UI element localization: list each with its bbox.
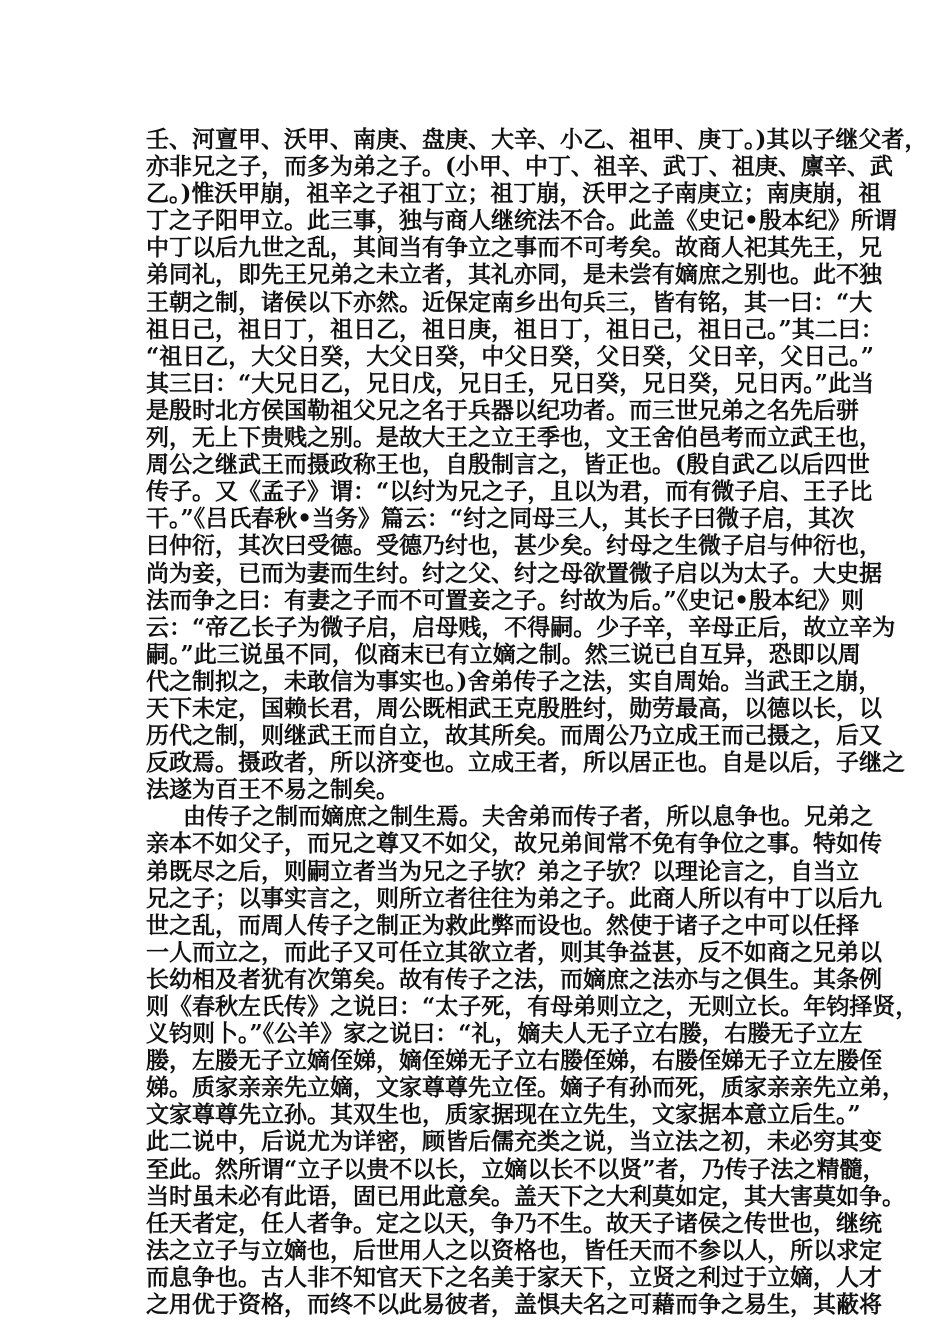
text-line: 中丁以后九世之乱，其间当有争立之事而不可考矣。故商人祀其先王，兄 <box>146 234 882 262</box>
text-line: 法遂为百王不易之制矣。 <box>146 776 399 804</box>
text-line: 世之乱，而周人传子之制正为救此弊而设也。然使于诸子之中可以任择 <box>146 911 859 939</box>
text-line: 娣。质家亲亲先立嫡，文家尊尊先立侄。嫡子有孙而死，质家亲亲先立弟， <box>146 1074 905 1102</box>
text-line: 媵，左媵无子立嫡侄娣，嫡侄娣无子立右媵侄娣，右媵侄娣无子立左媵侄 <box>146 1047 882 1075</box>
text-line: 壬、河亶甲、沃甲、南庚、盘庚、大辛、小乙、祖甲、庚丁。)其以子继父者， <box>146 126 928 153</box>
text-line: 兄之子；以事实言之，则所立者往往为弟之子。此商人所以有中丁以后九 <box>146 884 882 912</box>
paragraph-first-line: 由传子之制而嫡庶之制生焉。夫舍弟而传子者，所以息争也。兄弟之 <box>183 803 873 831</box>
text-line: 弟同礼，即先王兄弟之未立者，其礼亦同，是未尝有嫡庶之别也。此不独 <box>146 261 882 289</box>
text-line: 当时虽未必有此语，固已用此意矣。盖天下之大利莫如定，其大害莫如争。 <box>146 1182 905 1210</box>
text-line: “祖日乙，大父日癸，大父日癸，中父日癸，父日癸，父日辛，父日己。” <box>146 342 874 370</box>
text-line: 代之制拟之，未敢信为事实也。)舍弟传子之法，实自周始。当武王之崩， <box>146 667 882 695</box>
text-line: 反政焉。摄政者，所以济变也。立成王者，所以居正也。自是以后，子继之 <box>146 749 905 777</box>
text-line: 至此。然所谓“立子以贵不以长，立嫡以长不以贤”者，乃传子法之精髓， <box>146 1155 886 1183</box>
text-line: 亦非兄之子，而多为弟之子。(小甲、中丁、祖辛、武丁、祖庚、廪辛、武 <box>146 153 893 181</box>
text-line: 文家尊尊先立孙。其双生也，质家据现在立先生，文家据本意立后生。” <box>146 1101 861 1129</box>
text-line: 周公之继武王而摄政称王也，自殷制言之，皆正也。(殷自武乙以后四世 <box>146 451 870 479</box>
text-line: 乙。)惟沃甲崩，祖辛之子祖丁立；祖丁崩，沃甲之子南庚立；南庚崩，祖 <box>146 180 882 208</box>
text-line: 则《春秋左氏传》之说曰：“太子死，有母弟则立之，无则立长。年钧择贤， <box>146 993 919 1020</box>
text-line: 尚为妾，已而为妻而生纣。纣之父、纣之母欲置微子启以为太子。大史据 <box>146 559 882 587</box>
text-line: 嗣。”此三说虽不同，似商末已有立嫡之制。然三说已自互异，恐即以周 <box>146 640 861 668</box>
text-line: 亲本不如父子，而兄之尊又不如父，故兄弟间常不免有争位之事。特如传 <box>146 830 882 858</box>
text-line: 丁之子阳甲立。此三事，独与商人继统法不合。此盖《史记•殷本纪》所谓 <box>146 207 897 235</box>
text-line: 长幼相及者犹有次第矣。故有传子之法，而嫡庶之法亦与之俱生。其条例 <box>146 965 882 993</box>
text-line: 传子。又《孟子》谓：“以纣为兄之子，且以为君，而有微子启、王子比 <box>146 478 873 506</box>
text-line: 曰仲衍，其次曰受德。受德乃纣也，甚少矣。纣母之生微子启与仲衍也， <box>146 532 882 560</box>
text-line: 是殷时北方侯国勒祖父兄之名于兵器以纪功者。而三世兄弟之名先后骈 <box>146 396 859 424</box>
text-line: 义钧则卜。”《公羊》家之说曰：“礼，嫡夫人无子立右媵，右媵无子立左 <box>146 1020 863 1048</box>
text-line: 法而争之曰：有妻之子而不可置妾之子。纣故为后。”《史记•殷本纪》则 <box>146 586 864 614</box>
text-line: 之用优于资格，而终不以此易彼者，盖惧夫名之可藉而争之易生，其蔽将 <box>146 1291 882 1319</box>
text-line: 历代之制，则继武王而自立，故其所矣。而周公乃立成王而己摄之，后又 <box>146 722 882 750</box>
text-line: 祖日己，祖日丁，祖日乙，祖日庚，祖日丁，祖日己，祖日己。”其二曰： <box>146 315 884 343</box>
text-line: 此二说中，后说尤为详密，顾皆后儒充类之说，当立法之初，未必穷其变 <box>146 1128 882 1156</box>
text-line: 弟既尽之后，则嗣立者当为兄之子欤？弟之子欤？以理论言之，自当立 <box>146 857 859 885</box>
text-line: 云：“帝乙长子为微子启，启母贱，不得嗣。少子辛，辛母正后，故立辛为 <box>146 613 896 641</box>
text-line: 其三曰：“大兄日乙，兄日戊，兄日壬，兄日癸，兄日癸，兄日丙。”此当 <box>146 369 874 397</box>
body-text <box>146 126 928 1319</box>
text-line: 任天者定，任人者争。定之以天，争乃不生。故天子诸侯之传世也，继统 <box>146 1209 882 1237</box>
text-line: 天下未定，国赖长君，周公既相武王克殷胜纣，勋劳最高，以德以长，以 <box>146 694 882 722</box>
text-line: 而息争也。古人非不知官天下之名美于家天下，立贤之利过于立嫡，人才 <box>146 1263 882 1291</box>
text-line: 法之立子与立嫡也，后世用人之以资格也，皆任天而不参以人，所以求定 <box>146 1236 882 1264</box>
text-line: 列，无上下贵贱之别。是故大王之立王季也，文王舍伯邑考而立武王也， <box>146 424 882 452</box>
text-line: 干。”《吕氏春秋•当务》篇云：“纣之同母三人，其长子曰微子启，其次 <box>146 505 855 533</box>
text-line: 王朝之制，诸侯以下亦然。近保定南乡出句兵三，皆有铭，其一曰：“大 <box>146 288 873 316</box>
text-line: 一人而立之，而此子又可任立其欲立者，则其争益甚，反不如商之兄弟以 <box>146 938 882 966</box>
